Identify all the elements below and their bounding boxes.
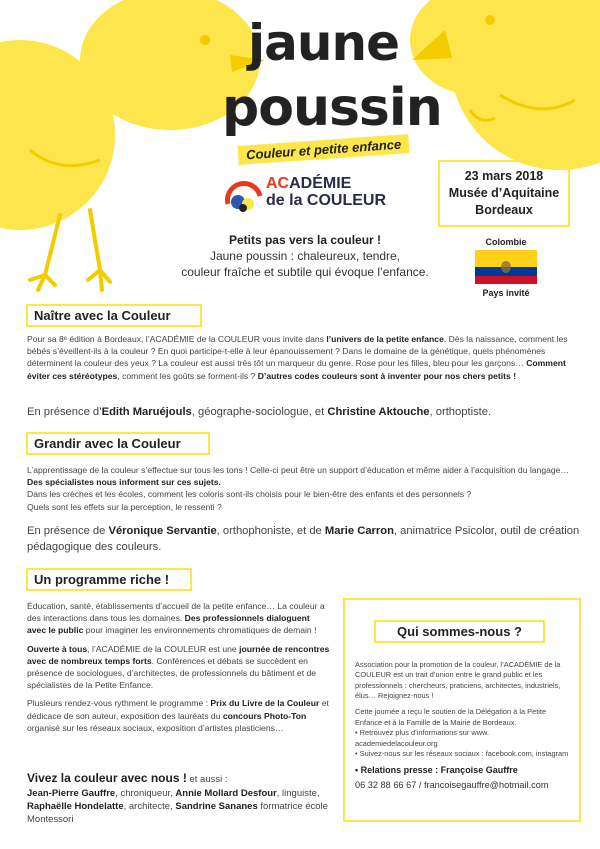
about-link1: • Retrouvez plus d’informations sur www. academiedelacouleur.org [355, 728, 490, 748]
section3-p1-end: pour imaginer les environnements chromatiques de demain ! [85, 625, 317, 636]
about-title: Qui sommes-nous ? [374, 620, 545, 643]
left-chick-eye [200, 35, 210, 45]
guest-role4: formatrice école Montessori [27, 800, 328, 825]
guest-name4: Sandrine Sananes [175, 800, 258, 812]
guest-name1: Jean-Pierre Gauffre [27, 787, 116, 799]
intro-block [160, 232, 450, 281]
intro-line2: couleur fraîche et subtile qui évoque l’enfance. [181, 265, 429, 280]
section3-title: Un programme riche ! [26, 568, 192, 591]
logo-line2: de la COULEUR [266, 191, 387, 209]
presence2-pre: En présence de [27, 525, 106, 537]
section3-p2-bold1: Ouverte à tous [27, 643, 88, 654]
section3-p3-bold2: concours Photo-Ton [222, 710, 307, 721]
press-contact: 06 32 88 66 67 / francoisegauffre@hotmail.com [355, 779, 549, 790]
left-chick-leg-right [88, 210, 110, 290]
title-line2: poussin [222, 78, 442, 138]
section1-p3: , comment les goûts se forment-ils ? [117, 370, 256, 381]
section2-p1-bold: Des spécialistes nous informent sur ces sujets. [27, 477, 221, 488]
about-link2: • Suivez-nous sur les réseaux sociaux : facebook.com, instagram [355, 748, 569, 758]
section2-p1: L’apprentissage de la couleur s’effectue sur tous les tons ! Celle-ci peut être un support d’éducation et même aider à l’acquisition du langage… [27, 465, 570, 475]
section1-title: Naître avec la Couleur [26, 304, 202, 327]
guest-role3: , architecte, [123, 800, 173, 812]
logo-rest: ADÉMIE [289, 175, 352, 192]
right-chick-eye [485, 15, 495, 25]
section3-guests [27, 770, 330, 826]
presence1-mid: , géographe-sociologue, et [191, 406, 325, 418]
vivez-heading: Vivez la couleur avec nous ! [27, 771, 187, 785]
section2-p3: Quels sont les effets sur la perception, le ressenti ? [27, 501, 222, 512]
guest-country: Colombie [485, 237, 527, 247]
event-city: Bordeaux [475, 202, 533, 217]
presence1-name1: Edith Maruéjouls [101, 406, 192, 418]
section2-body [27, 464, 577, 513]
section3-body [27, 600, 330, 734]
flag-emblem-icon [501, 261, 511, 273]
about-body [355, 660, 570, 792]
section3-p3-end: organisé sur les réseaux sociaux, exposition d’artistes plasticiens… [27, 722, 284, 733]
presence1-pre: En présence d’ [27, 406, 102, 418]
presence2-name1: Véronique Servantie [108, 525, 217, 537]
section3-p2-bold2: journée de rencontres avec de nombreux temps forts [27, 643, 330, 666]
subtitle-badge: Couleur et petite enfance [238, 134, 410, 165]
section2-p2: Dans les crèches et les écoles, comment les coloris sont-ils choisis pour le bien-être des enfants et des personnels ? [27, 489, 472, 500]
section1-p2-bold: Comment éviter ces stéréotypes [27, 358, 566, 381]
academie-logo-icon [224, 178, 264, 218]
about-p2: Cette journée a reçu le soutien de la Délégation à la Petite Enfance et à la Famille de la Mairie de Bordeaux. [355, 707, 547, 727]
section1-p3-bold: D’autres codes couleurs sont à inventer pour nos chers petits ! [257, 370, 517, 381]
presence2-post: , animatrice Psicolor, outil de création pédagogique des couleurs. [27, 525, 580, 554]
presence2-mid: , orthophoniste, et de [216, 525, 322, 537]
event-info-box [438, 160, 570, 227]
press-label: • Relations presse : Françoise Gauffre [355, 765, 518, 776]
section3-p1-bold: Des professionnels dialoguent avec le public [27, 613, 310, 636]
section1-body [27, 333, 577, 382]
event-venue: Musée d’Aquitaine [448, 185, 560, 200]
section3-p2: , l’ACADÉMIE de la COULEUR est une [87, 643, 237, 654]
section1-p1-bold: l’univers de la petite enfance [326, 334, 444, 344]
vivez-rest: et aussi : [189, 774, 228, 785]
section1-p2: . Dès la naissance, comment les bébés s’éveillent-ils à la couleur ? En quoi participe-t-elle à leur épanouissement ? Dans le domaine de la génétique, quels phénomènes déterminent la couleur des yeux ? La couleur est aussi très tôt un marqueur du genre. Rose pour les filles, bleu pour les garçons… [27, 334, 568, 369]
section2-presence [27, 523, 587, 555]
about-p1: Association pour la promotion de la couleur, l’ACADÉMIE de la COULEUR est un trait d’union entre le grand public et les professionnels : chercheurs, praticiens, architectes, industriels, élus… Rejoignez-nous ! [355, 660, 561, 701]
section3-p1: Éducation, santé, établissements d’accueil de la petite enfance… La couleur a des interactions dans tous les domaines. [27, 601, 325, 624]
section2-title: Grandir avec la Couleur [26, 432, 210, 455]
intro-line1: Jaune poussin : chaleureux, tendre, [209, 249, 401, 264]
guest-role1: , chroniqueur, [115, 787, 173, 799]
intro-heading: Petits pas vers la couleur ! [228, 233, 382, 247]
section3-p3: Plusieurs rendez-vous rythment le programme : [27, 698, 209, 709]
section1-presence [27, 404, 587, 420]
academie-logo-text [266, 176, 386, 210]
presence2-name2: Marie Carron [324, 525, 394, 537]
presence1-post: , orthoptiste. [429, 406, 492, 418]
guest-name2: Annie Mollard Desfour [175, 787, 277, 799]
event-date: 23 mars 2018 [464, 169, 544, 183]
guest-role2: , linguiste, [276, 787, 320, 799]
section3-p2-end: . Conférences et débats se succèdent en présence de sociologues, d’architectes, de professionnels du bâtiment et de spécialistes de la Petite Enfance. [27, 655, 317, 691]
section1-p1: Pour sa 8ᵉ édition à Bordeaux, l’ACADÉMIE de la COULEUR vous invite dans [27, 334, 324, 344]
presence1-name2: Christine Aktouche [327, 406, 430, 418]
section3-p3-bold1: Prix du Livre de la Couleur [210, 698, 320, 709]
section3-p3-mid: et dédicace de son auteur, exposition des lauréats du [27, 698, 329, 721]
logo-accent: AC [266, 175, 290, 192]
guest-label: Pays invité [482, 288, 530, 298]
colombia-flag [475, 250, 537, 284]
title-line1: jaune [248, 14, 399, 72]
guest-name3: Raphaëlle Hondelatte [27, 800, 124, 812]
